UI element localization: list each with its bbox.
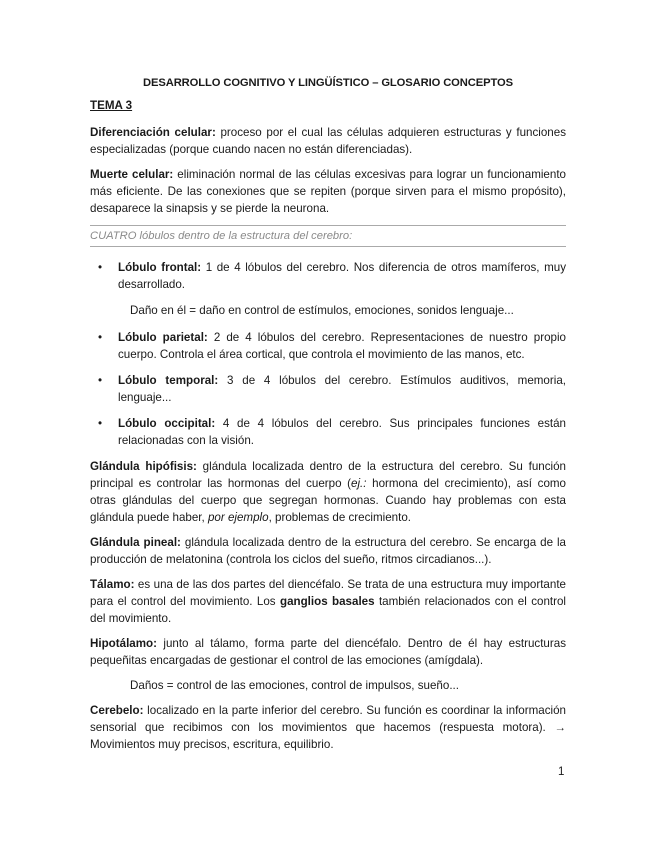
term-diferenciacion: Diferenciación celular:: [90, 126, 216, 139]
list-item-text: 2 de 4 lóbulos del cerebro. Representaciones de nuestro propio cuerpo. Controla el área cortical, que controla el movimiento de las manos, etc.: [118, 331, 566, 361]
por-ejemplo: por ejemplo: [207, 511, 269, 524]
page-number: 1: [558, 766, 565, 778]
lobulos-list-continued: [90, 329, 566, 449]
definition-text: localizado en la parte inferior del cerebro. Su función es coordinar la información sensorial que recibimos con los movimientos que hacemos (respuesta motora). → Movimientos muy precisos, escritura, equilibrio.: [90, 704, 566, 751]
bullet-icon: •: [98, 331, 103, 344]
definition-muerte: [90, 166, 566, 217]
list-item-text: 3 de 4 lóbulos del cerebro. Estímulos auditivos, memoria, lenguaje...: [118, 374, 566, 404]
list-item-lobulo-temporal: [90, 372, 566, 406]
list-item-text: 1 de 4 lóbulos del cerebro. Nos diferencia de otros mamíferos, muy desarrollado.: [118, 261, 566, 291]
definition-pineal: [90, 534, 566, 568]
term-pineal: Glándula pineal:: [90, 536, 181, 549]
frontal-note: Daño en él = daño en control de estímulos, emociones, sonidos lenguaje...: [130, 304, 514, 317]
definition-text: también relacionados con el control del movimiento.: [90, 595, 566, 625]
term-cerebelo: Cerebelo:: [90, 704, 144, 717]
section-heading-tema: TEMA 3: [90, 99, 133, 112]
bullet-icon: •: [98, 417, 103, 430]
term-lobulo: Lóbulo frontal:: [118, 261, 202, 274]
definition-text: proceso por el cual las células adquieren estructuras y funciones especializadas (porque cuando nacen no están diferenciadas).: [90, 126, 567, 156]
definition-text: glándula localizada dentro de la estructura del cerebro. Se encarga de la producción de melatonina (controla los ciclos del sueño, ritmos circadianos...).: [90, 536, 566, 566]
bullet-icon: •: [98, 374, 103, 387]
definition-talamo: [90, 576, 566, 627]
hipotalamo-note: Daños = control de las emociones, control de impulsos, sueño...: [130, 679, 459, 692]
term-lobulo: Lóbulo temporal:: [118, 374, 219, 387]
bullet-icon: •: [98, 261, 103, 274]
list-item-lobulo-parietal: [90, 329, 566, 363]
term-hipotalamo: Hipotálamo:: [90, 637, 157, 650]
list-item-lobulo-occipital: [90, 415, 566, 449]
ej-abbrev: ej.:: [351, 477, 367, 490]
term-lobulo: Lóbulo parietal:: [118, 331, 208, 344]
definition-hipotalamo: [90, 635, 566, 669]
term-muerte: Muerte celular:: [90, 168, 174, 181]
definition-diferenciacion: [90, 124, 566, 158]
term-hipofisis: Glándula hipófisis:: [90, 460, 197, 473]
definition-text: glándula localizada dentro de la estructura del cerebro. Su función principal es controlar las hormonas del cuerpo (: [90, 460, 566, 490]
definition-text: hormona del crecimiento), así como otras glándulas del cuerpo que segregan hormonas. Cuando hay problemas con esta glándula puede haber,: [90, 477, 567, 524]
definition-text: , problemas de crecimiento.: [268, 511, 411, 524]
definition-hipofisis: [90, 458, 566, 526]
list-item-lobulo-frontal: [90, 259, 566, 293]
definition-text: es una de las dos partes del diencéfalo. Se trata de una estructura muy importante para el control del movimiento. Los: [90, 578, 566, 608]
document-title: DESARROLLO COGNITIVO Y LINGÜÍSTICO – GLOSARIO CONCEPTOS: [143, 77, 513, 89]
term-ganglios-basales: ganglios basales: [279, 595, 375, 608]
definition-text: junto al tálamo, forma parte del diencéfalo. Dentro de él hay estructuras pequeñitas encargadas de gestionar el control de las emociones (amígdala).: [90, 637, 566, 667]
term-lobulo: Lóbulo occipital:: [118, 417, 216, 430]
definition-cerebelo: [90, 702, 566, 753]
lobulos-list: [90, 259, 566, 293]
list-item-text: 4 de 4 lóbulos del cerebro. Sus principales funciones están relacionadas con la visión.: [118, 417, 566, 447]
lobulos-subheading: CUATRO lóbulos dentro de la estructura del cerebro:: [90, 225, 566, 247]
definition-text: eliminación normal de las células excesivas para lograr un funcionamiento más eficiente. De las conexiones que se repiten (porque sirven para el mismo propósito), desaparece la sinapsis y se pierde la neurona.: [90, 168, 566, 215]
document-page: [90, 72, 566, 761]
term-talamo: Tálamo:: [90, 578, 135, 591]
